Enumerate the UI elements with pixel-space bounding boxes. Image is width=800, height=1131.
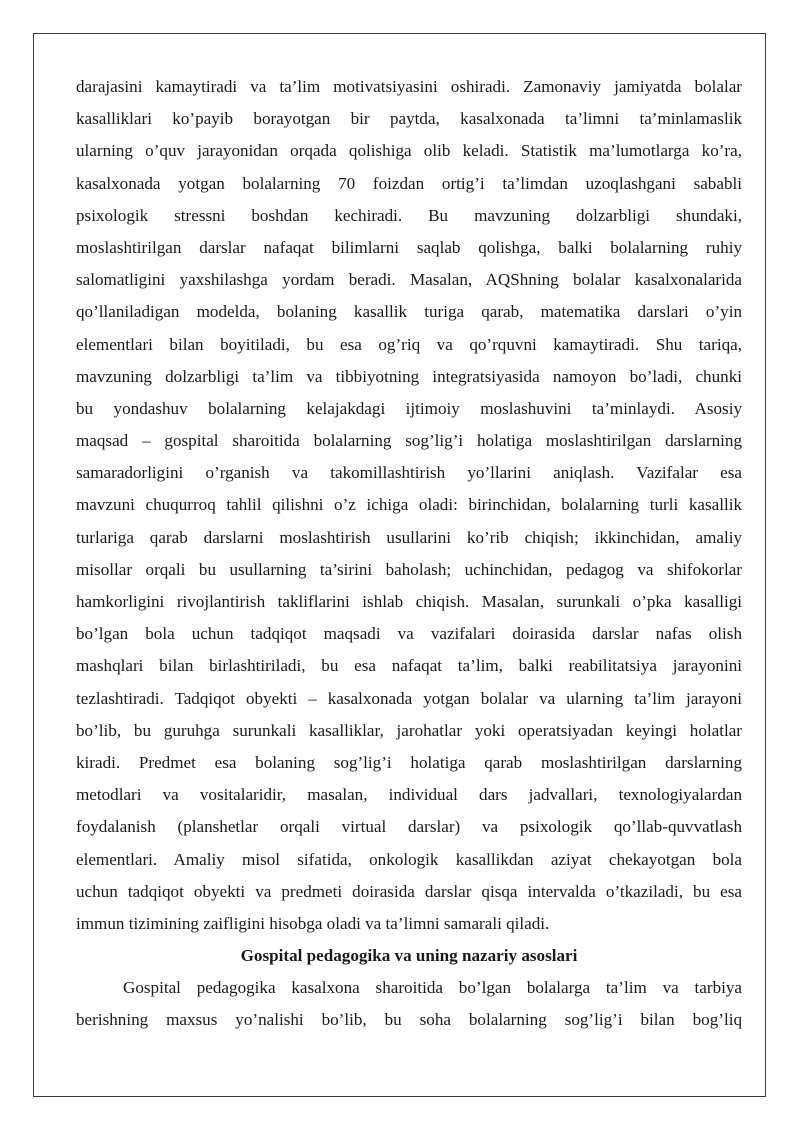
paragraph-line: salomatligini yaxshilashga yordam beradi. Masalan, AQShning bolalar kasalxonalarida bbox=[76, 270, 742, 290]
paragraph-line: bo’lgan bola uchun tadqiqot maqsadi va vazifalari doirasida darslar nafas olish bbox=[76, 624, 742, 644]
paragraph-line: elementlari bilan boyitiladi, bu esa og’riq va qo’rquvni kamaytiradi. Shu tariqa, bbox=[76, 334, 742, 354]
paragraph-line: mavzuni chuqurroq tahlil qilishni o’z ichiga oladi: birinchidan, bolalarning turli kasallik bbox=[76, 495, 742, 515]
paragraph-2 bbox=[76, 972, 742, 1036]
paragraph-line: maqsad – gospital sharoitida bolalarning sog’lig’i holatiga moslashtirilgan darslarning bbox=[76, 431, 742, 451]
paragraph-line: mashqlari bilan birlashtiriladi, bu esa nafaqat ta’lim, balki reabilitatsiya jarayonini bbox=[76, 656, 742, 676]
paragraph-line: Gospital pedagogika kasalxona sharoitida bo’lgan bolalarga ta’lim va tarbiya bbox=[123, 978, 742, 998]
paragraph-line: elementlari. Amaliy misol sifatida, onkologik kasallikdan aziyat chekayotgan bola bbox=[76, 849, 742, 869]
paragraph-line: kasalxonada yotgan bolalarning 70 foizdan ortig’i ta’limdan uzoqlashgani sababli bbox=[76, 173, 742, 193]
section-heading: Gospital pedagogika va uning nazariy asoslari bbox=[240, 946, 578, 966]
paragraph-line: berishning maxsus yo’nalishi bo’lib, bu soha bolalarning sog’lig’i bilan bog’liq bbox=[76, 1010, 742, 1030]
paragraph-line: metodlari va vositalaridir, masalan, individual dars jadvallari, texnologiyalardan bbox=[76, 785, 742, 805]
paragraph-line: bo’lib, bu guruhga surunkali kasalliklar, jarohatlar yoki operatsiyadan keyingi holatlar bbox=[76, 720, 742, 740]
paragraph-line: kiradi. Predmet esa bolaning sog’lig’i holatiga qarab moslashtirilgan darslarning bbox=[76, 752, 742, 772]
paragraph-line: misollar orqali bu usullarning ta’sirini baholash; uchinchidan, pedagog va shifokorlar bbox=[76, 559, 742, 579]
paragraph-line: psixologik stressni boshdan kechiradi. Bu mavzuning dolzarbligi shundaki, bbox=[76, 205, 742, 225]
paragraph-line: darajasini kamaytiradi va ta’lim motivatsiyasini oshiradi. Zamonaviy jamiyatda bolalar bbox=[76, 77, 742, 96]
paragraph-line: immun tizimining zaifligini hisobga oladi va ta’limni samarali qiladi. bbox=[76, 913, 550, 933]
paragraph-line: tezlashtiradi. Tadqiqot obyekti – kasalxonada yotgan bolalar va ularning ta’lim jarayoni bbox=[76, 688, 742, 708]
paragraph-line: turlariga qarab darslarni moslashtirish usullarini ko’rib chiqish; ikkinchidan, amaliy bbox=[76, 527, 742, 547]
paragraph-line: mavzuning dolzarbligi ta’lim va tibbiyotning integratsiyasida namoyon bo’ladi, chunki bbox=[76, 366, 742, 386]
document-body bbox=[76, 71, 742, 1037]
paragraph-line: qo’llaniladigan modelda, bolaning kasallik turiga qarab, matematika darslari o’yin bbox=[76, 302, 742, 322]
paragraph-line: moslashtirilgan darslar nafaqat bilimlarni saqlab qolishga, balki bolalarning ruhiy bbox=[76, 237, 742, 257]
paragraph-line: foydalanish (planshetlar orqali virtual darslar) va psixologik qo’llab-quvvatlash bbox=[76, 817, 742, 837]
paragraph-line: samaradorligini o’rganish va takomillashtirish yo’llarini aniqlash. Vazifalar esa bbox=[76, 463, 742, 483]
paragraph-line: uchun tadqiqot obyekti va predmeti doirasida darslar qisqa intervalda o’tkaziladi, bu esa bbox=[76, 881, 742, 901]
paragraph-line: ularning o’quv jarayonidan orqada qolishiga olib keladi. Statistik ma’lumotlarga ko’ra, bbox=[76, 141, 742, 161]
paragraph-1 bbox=[76, 71, 742, 940]
paragraph-line: bu yondashuv bolalarning kelajakdagi ijtimoiy moslashuvini ta’minlaydi. Asosiy bbox=[76, 398, 742, 418]
paragraph-line: kasalliklari ko’payib borayotgan bir paytda, kasalxonada ta’limni ta’minlamaslik bbox=[76, 109, 742, 129]
paragraph-line: hamkorligini rivojlantirish takliflarini ishlab chiqish. Masalan, surunkali o’pka kasalligi bbox=[76, 592, 742, 611]
